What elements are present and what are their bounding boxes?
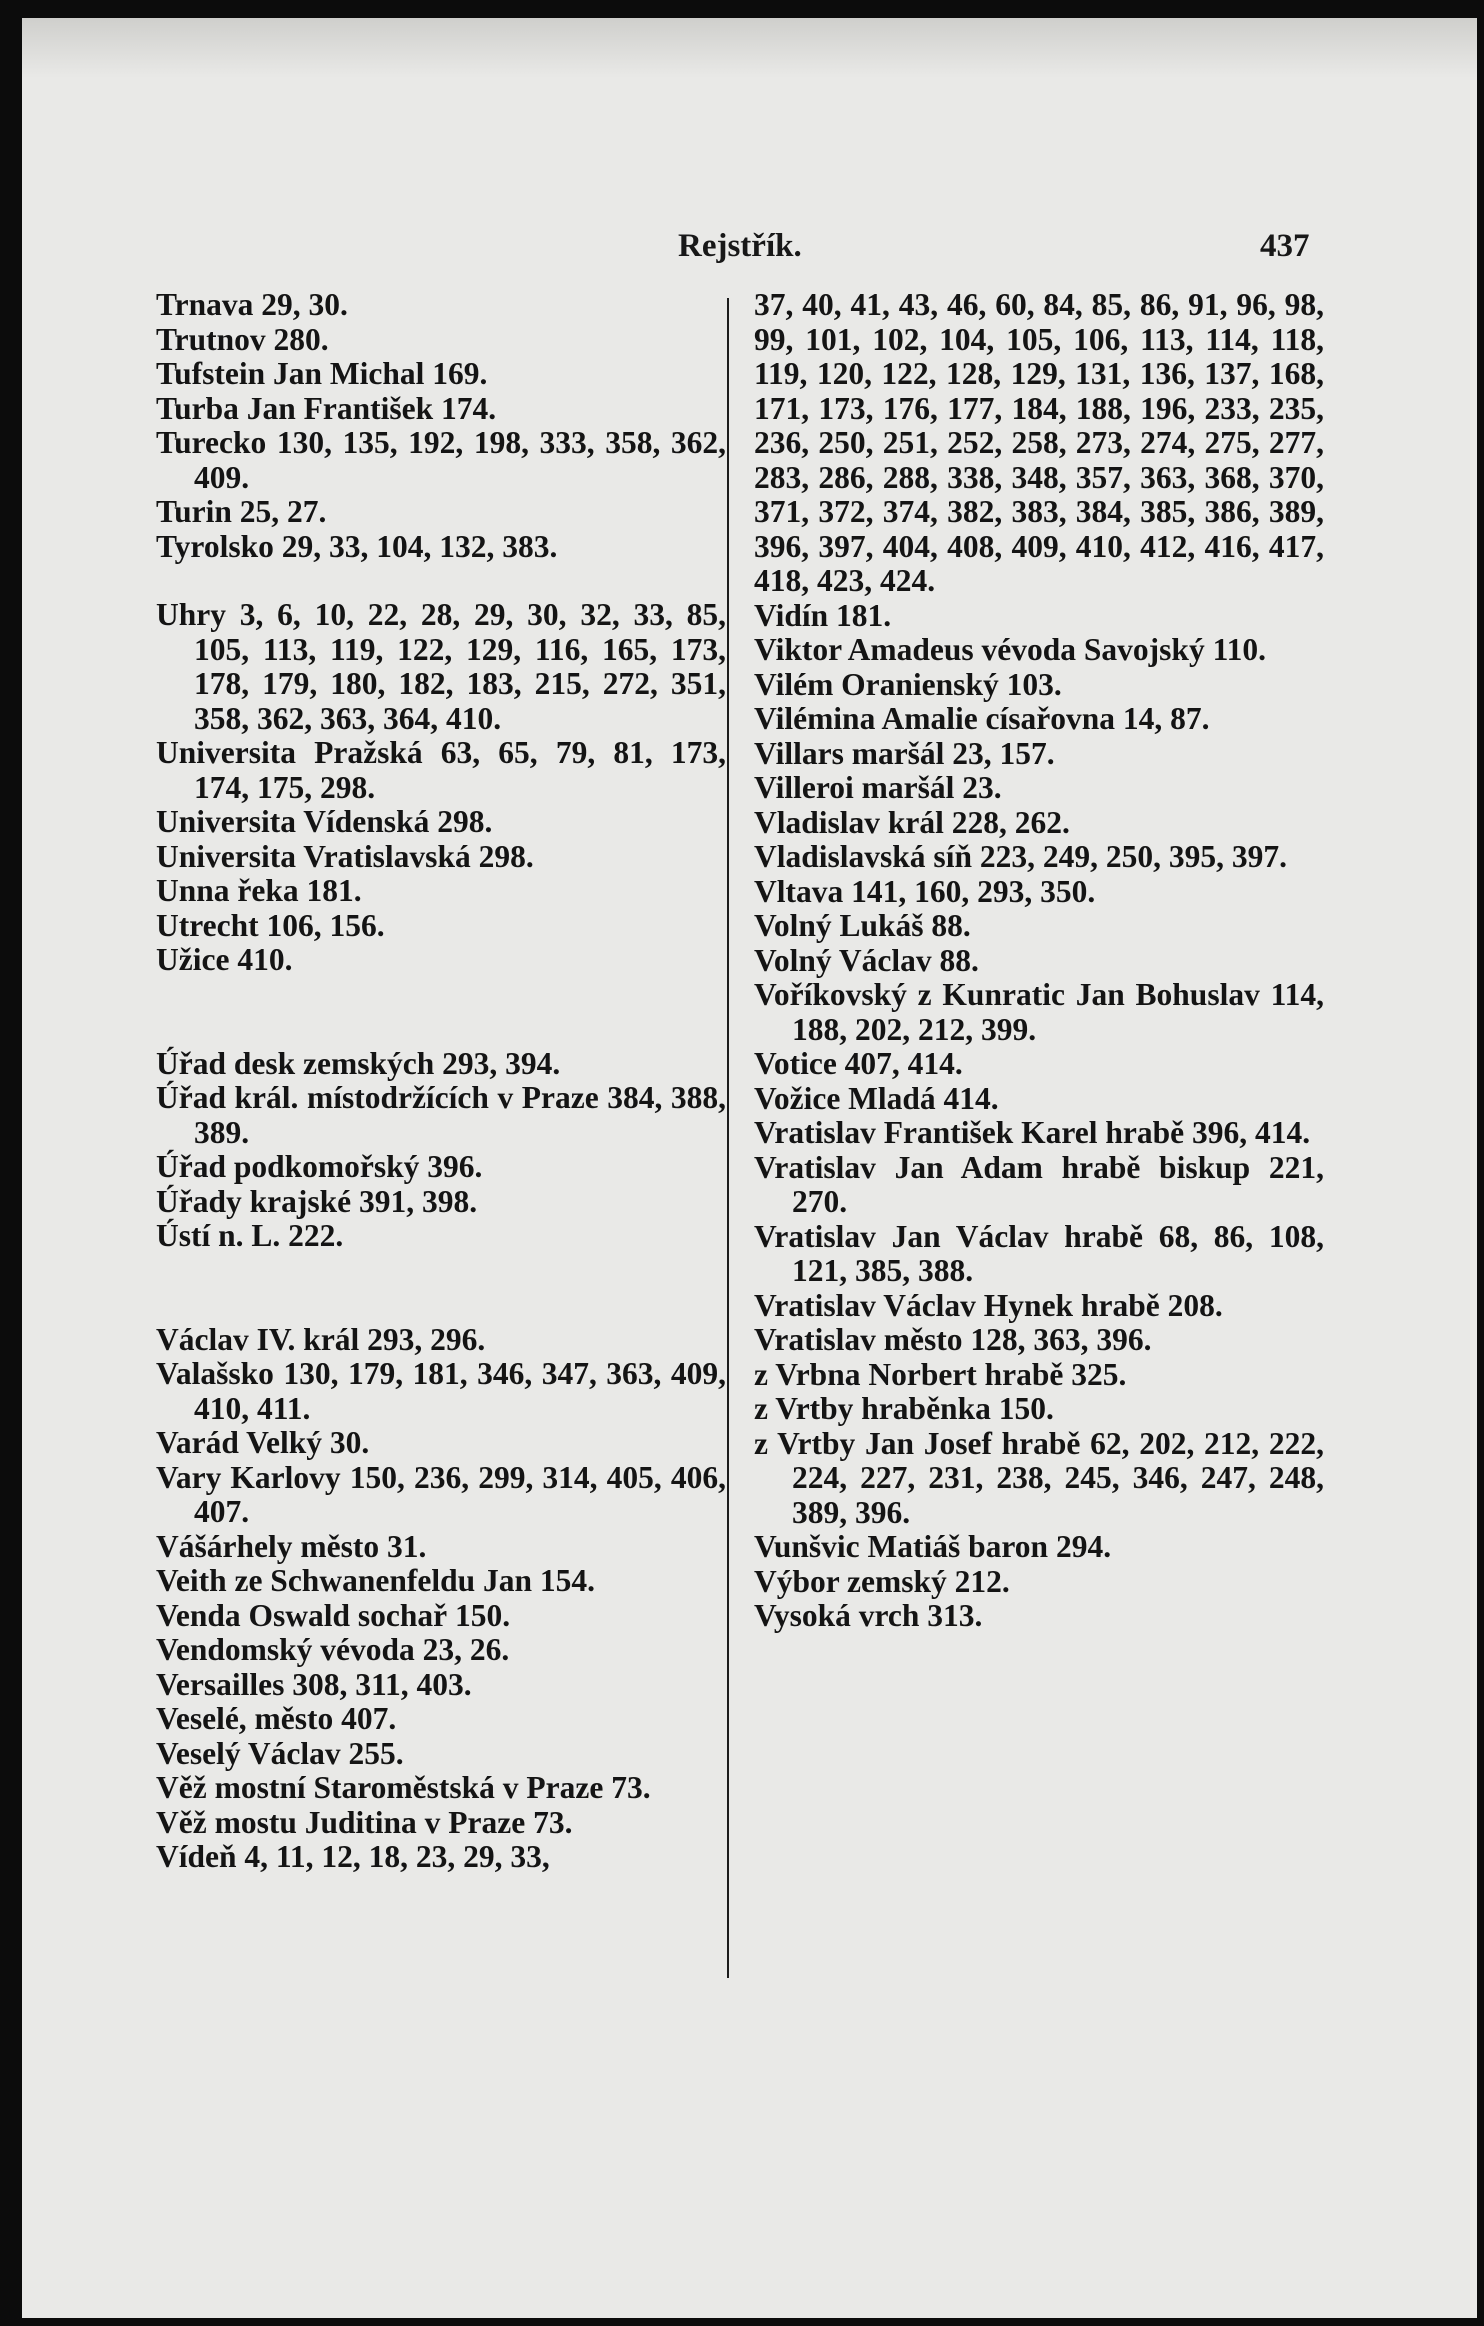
index-entry: Vratislav Jan Václav hrabě 68, 86, 108, 121, 385, 388. (754, 1218, 1324, 1288)
index-entry: Venda Oswald sochař 150. (156, 1597, 511, 1633)
index-entry: Úřady krajské 391, 398. (156, 1183, 478, 1219)
section-gap (156, 1254, 726, 1323)
index-entry: z Vrbna Norbert hrabě 325. (754, 1356, 1127, 1392)
index-entry: Tyrolsko 29, 33, 104, 132, 383. (156, 528, 558, 564)
index-entry: Ústí n. L. 222. (156, 1218, 344, 1253)
index-entry: Vidín 181. (754, 597, 892, 633)
page-header (22, 220, 1477, 270)
index-entry: Villars maršál 23, 157. (754, 735, 1055, 771)
index-entry: Universita Vratislavská 298. (156, 838, 534, 874)
index-entry: Universita Vídenská 298. (156, 804, 493, 839)
index-entry: Veselý Václav 255. (156, 1735, 404, 1771)
index-entry: Vilémina Amalie císařovna 14, 87. (754, 701, 1210, 736)
index-entry: Václav IV. král 293, 296. (156, 1321, 486, 1357)
index-entry: Vídeň 4, 11, 12, 18, 23, 29, 33, (156, 1839, 550, 1874)
index-entry: Věž mostní Staroměstská v Praze 73. (156, 1770, 651, 1805)
index-entry: Úřad podkomořský 396. (156, 1149, 483, 1184)
index-entry: Varád Velký 30. (156, 1425, 370, 1460)
index-entry: Trnava 29, 30. (156, 287, 348, 322)
index-column-right (754, 288, 1324, 1634)
index-entry: Votice 407, 414. (754, 1046, 963, 1081)
index-entry: Utrecht 106, 156. (156, 907, 385, 943)
index-entry: Voříkovský z Kunratic Jan Bohuslav 114, 188, 202, 212, 399. (754, 977, 1324, 1047)
index-entry: Turin 25, 27. (156, 494, 327, 529)
index-entry: Valašsko 130, 179, 181, 346, 347, 363, 409, 410, 411. (156, 1356, 726, 1426)
index-entry: Turba Jan František 174. (156, 390, 497, 426)
index-entry: Versailles 308, 311, 403. (156, 1666, 472, 1702)
index-entry: Vladislavská síň 223, 249, 250, 395, 397. (754, 839, 1287, 874)
index-entry: Vilém Oranienský 103. (754, 666, 1062, 702)
index-entry: Volný Lukáš 88. (754, 908, 971, 943)
index-entry: Volný Václav 88. (754, 942, 979, 978)
index-entry: Vltava 141, 160, 293, 350. (754, 873, 1096, 909)
index-entry: Unna řeka 181. (156, 873, 362, 908)
index-entry: 37, 40, 41, 43, 46, 60, 84, 85, 86, 91, 96, 98, 99, 101, 102, 104, 105, 106, 113, 114, 118, 119, 120, 122, 128, 129, 131, 136, 137, 168, 171, 173, 176, 177, 184, 188, 196, 233, 235, 236, 250, 251, 252, 258, 273, 274, 275, 277, 283, 286, 288, 338, 348, 357, 363, 368, 370, 371, 372, 374, 382, 383, 384, 385, 386, 389, 396, 397, 404, 408, 409, 410, 412, 416, 417, 418, 423, 424. (754, 287, 1324, 598)
index-entry: Vratislav Jan Adam hrabě biskup 221, 270. (754, 1149, 1324, 1219)
index-entry: Vary Karlovy 150, 236, 299, 314, 405, 406, 407. (156, 1459, 726, 1529)
index-entry: Vášárhely město 31. (156, 1528, 427, 1564)
index-entry: Vysoká vrch 313. (754, 1598, 983, 1633)
index-entry: Veselé, město 407. (156, 1701, 397, 1736)
index-entry: Vratislav František Karel hrabě 396, 414. (754, 1115, 1311, 1150)
column-divider (727, 298, 729, 1978)
index-entry: Villeroi maršál 23. (754, 770, 1002, 805)
index-entry: Vratislav město 128, 363, 396. (754, 1322, 1152, 1357)
index-entry: z Vrtby Jan Josef hrabě 62, 202, 212, 222, 224, 227, 231, 238, 245, 346, 247, 248, 389, 396. (754, 1425, 1324, 1530)
index-entry: Věž mostu Juditina v Praze 73. (156, 1804, 573, 1840)
index-entry: Universita Pražská 63, 65, 79, 81, 173, 174, 175, 298. (156, 735, 726, 805)
index-entry: Vunšvic Matiáš baron 294. (754, 1529, 1112, 1564)
index-entry: Veith ze Schwanenfeldu Jan 154. (156, 1563, 596, 1598)
index-entry: Užice 410. (156, 942, 293, 977)
index-entry: Vendomský vévoda 23, 26. (156, 1632, 510, 1667)
index-entry: Turecko 130, 135, 192, 198, 333, 358, 362, 409. (156, 425, 726, 495)
index-entry: Tufstein Jan Michal 169. (156, 356, 488, 391)
index-entry: Vladislav král 228, 262. (754, 804, 1070, 840)
index-entry: Vožice Mladá 414. (754, 1080, 999, 1116)
index-entry: Úřad desk zemských 293, 394. (156, 1045, 561, 1081)
index-entry: Trutnov 280. (156, 321, 329, 357)
index-entry: Úřad král. místodržících v Praze 384, 388, 389. (156, 1080, 726, 1150)
section-gap (156, 978, 726, 1047)
running-title: Rejstřík. (678, 228, 802, 264)
index-entry: Viktor Amadeus vévoda Savojský 110. (754, 632, 1266, 667)
section-gap (156, 564, 726, 598)
index-entry: Uhry 3, 6, 10, 22, 28, 29, 30, 32, 33, 85, 105, 113, 119, 122, 129, 116, 165, 173, 178, 179, 180, 182, 183, 215, 272, 351, 358, 362, 363, 364, 410. (156, 597, 726, 736)
index-column-left (156, 288, 726, 1875)
index-entry: z Vrtby hraběnka 150. (754, 1391, 1054, 1426)
index-entry: Výbor zemský 212. (754, 1563, 1010, 1599)
page-number: 437 (1260, 228, 1310, 264)
index-entry: Vratislav Václav Hynek hrabě 208. (754, 1287, 1223, 1323)
